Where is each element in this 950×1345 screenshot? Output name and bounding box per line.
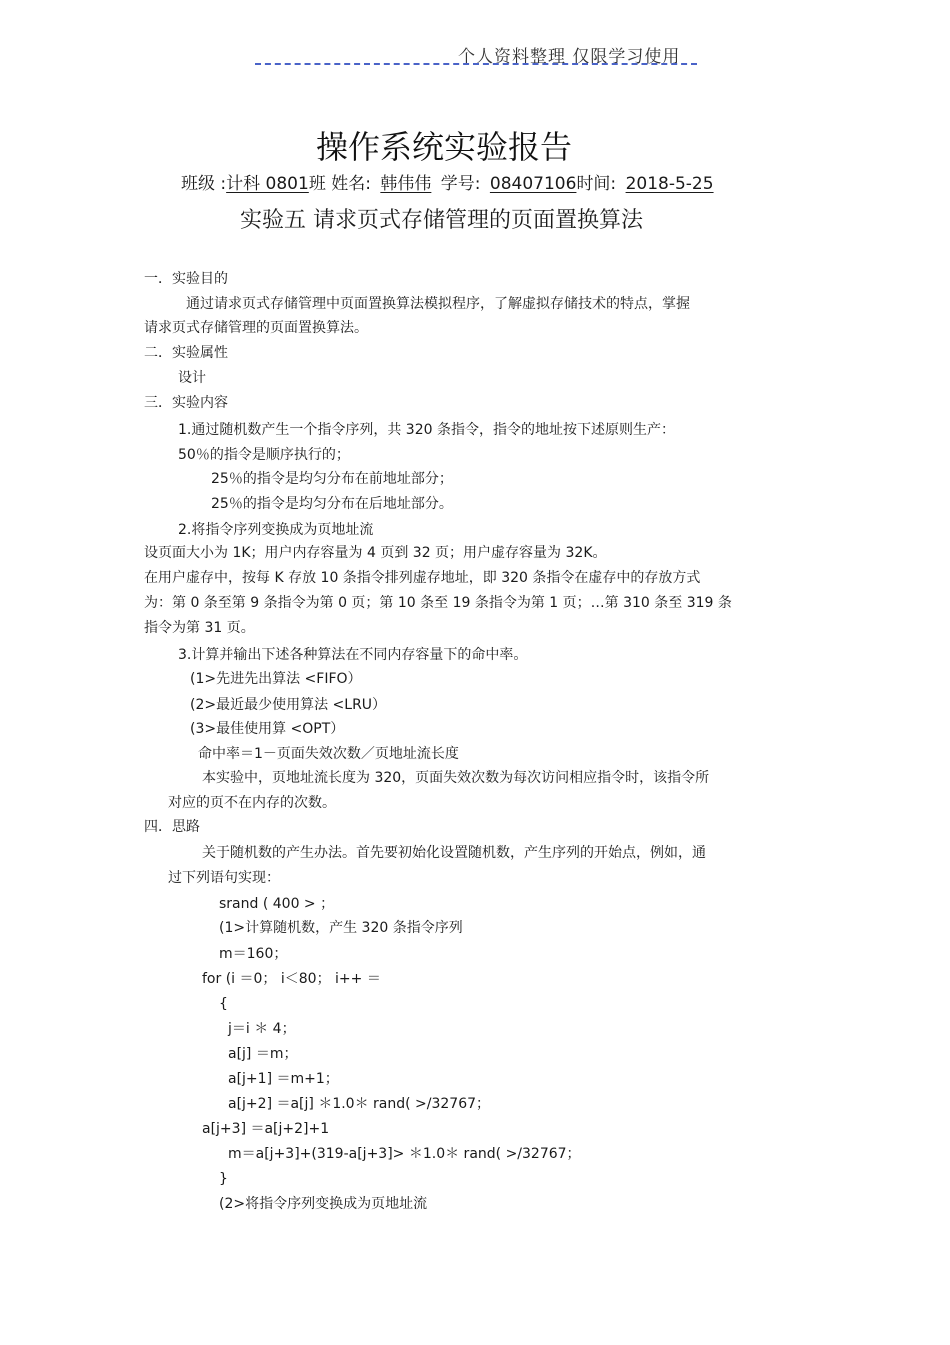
body-line: 过下列语句实现： xyxy=(168,870,280,886)
section-heading: 二．实验属性 xyxy=(144,345,228,361)
body-line: (2>最近最少使用算法 <LRU） xyxy=(190,697,387,713)
body-line: (3>最佳使用算 <OPT） xyxy=(190,721,345,737)
code-line: } xyxy=(219,1171,228,1187)
time-label: 时间: xyxy=(576,174,617,194)
code-line: a[j+3] ＝a[j+2]+1 xyxy=(202,1121,330,1137)
body-line: 请求页式存储管理的页面置换算法。 xyxy=(144,320,368,336)
header-note: 个人资料整理 仅限学习使用 xyxy=(458,47,681,67)
code-line: j＝i ＊ 4； xyxy=(228,1021,296,1037)
section-heading: 一．实验目的 xyxy=(144,271,228,287)
id-value: 08407106 xyxy=(489,174,577,194)
body-line: 关于随机数的产生办法。首先要初始化设置随机数，产生序列的开始点，例如，通 xyxy=(202,845,706,861)
code-line: a[j+2] ＝a[j] ＊1.0＊ rand( >/32767； xyxy=(228,1096,491,1112)
code-line: { xyxy=(219,996,228,1012)
code-line: m＝160； xyxy=(219,946,288,962)
body-line: 本实验中，页地址流长度为 320，页面失效次数为每次访问相应指令时，该指令所 xyxy=(202,770,710,786)
date-value: 2018-5-25 xyxy=(625,174,714,194)
code-line: a[j+1] ＝m+1； xyxy=(228,1071,339,1087)
code-line: (1>计算随机数，产生 320 条指令序列 xyxy=(219,920,463,936)
page-title: 操作系统实验报告 xyxy=(315,128,572,166)
body-line: 为：第 0 条至第 9 条指令为第 0 页；第 10 条至 19 条指令为第 1 页；…第 310 条至 319 条 xyxy=(144,595,732,611)
code-line: a[j] ＝m； xyxy=(228,1046,298,1062)
body-line: 3.计算并输出下述各种算法在不同内存容量下的命中率。 xyxy=(178,647,528,663)
class-suffix: 班 姓名: xyxy=(308,174,371,194)
body-line: 设页面大小为 1K；用户内存容量为 4 页到 32 页；用户虚存容量为 32K。 xyxy=(144,545,607,561)
report-meta xyxy=(181,169,714,194)
body-line: (1>先进先出算法 <FIFO） xyxy=(190,671,362,687)
body-line: 25％的指令是均匀分布在前地址部分； xyxy=(211,471,453,487)
id-label: 学号: xyxy=(440,174,481,194)
body-line: 通过请求页式存储管理中页面置换算法模拟程序，了解虚拟存储技术的特点，掌握 xyxy=(186,296,690,312)
body-line: 1.通过随机数产生一个指令序列，共 320 条指令，指令的地址按下述原则生产： xyxy=(178,422,675,438)
body-line: 50％的指令是顺序执行的； xyxy=(178,447,350,463)
code-line: srand ( 400 > ； xyxy=(219,896,335,912)
body-line: 设计 xyxy=(178,370,206,386)
code-line: m＝a[j+3]+(319-a[j+3]> ＊1.0＊ rand( >/32767； xyxy=(228,1146,581,1162)
body-line: 对应的页不在内存的次数。 xyxy=(168,795,336,811)
code-line: for (i ＝0； i＜80； i++ ＝ xyxy=(202,971,381,987)
body-line: 命中率＝1－页面失效次数／页地址流长度 xyxy=(198,746,459,762)
section-heading: 三．实验内容 xyxy=(144,395,228,411)
name-value: 韩伟伟 xyxy=(380,174,432,194)
body-line: 2.将指令序列变换成为页地址流 xyxy=(178,522,374,538)
body-line: 指令为第 31 页。 xyxy=(144,620,255,636)
body-line: 25％的指令是均匀分布在后地址部分。 xyxy=(211,496,453,512)
body-line: 在用户虚存中，按每 K 存放 10 条指令排列虚存地址，即 320 条指令在虚存中的存放方式 xyxy=(144,570,701,586)
body-line: (2>将指令序列变换成为页地址流 xyxy=(219,1196,428,1212)
header-divider xyxy=(255,63,697,65)
section-heading: 四．思路 xyxy=(144,819,200,835)
class-value: 计科 0801 xyxy=(226,174,309,194)
class-label: 班级 : xyxy=(181,174,227,194)
experiment-title: 实验五 请求页式存储管理的页面置换算法 xyxy=(240,208,643,233)
